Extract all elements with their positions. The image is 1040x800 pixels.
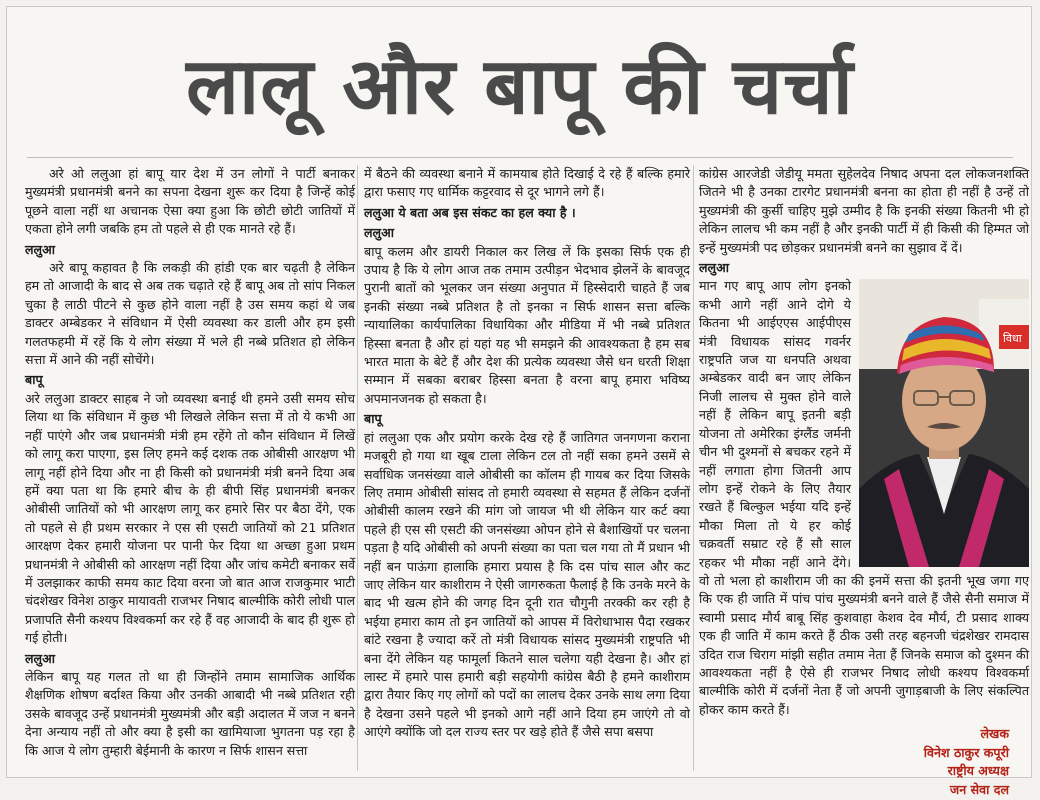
author-portrait-image	[859, 279, 1029, 567]
question-heading: ललुआ ये बता अब इस संकट का हल क्या है ।	[364, 204, 576, 220]
speaker-heading: बापू	[25, 372, 43, 388]
newspaper-page	[6, 6, 1032, 797]
author-organization: जन सेवा दल	[949, 781, 1009, 797]
paragraph: में बैठने की व्यवस्था बनाने में कामयाब होते दिखाई दे रहे हैं बल्कि हमारे द्वारा फसाए गए धार्मिक कट्टरवाद से दूर भागने लगे हैं।	[364, 166, 690, 200]
background-sign-text: विधा	[1003, 332, 1022, 346]
credit-label: लेखक	[980, 726, 1009, 742]
column-divider	[357, 165, 358, 771]
author-photo	[859, 279, 1029, 567]
author-name: विनेश ठाकुर कपूरी	[923, 744, 1009, 760]
author-credit	[699, 725, 1029, 799]
speaker-heading: ललुआ	[25, 241, 55, 257]
speaker-heading: ललुआ	[699, 260, 729, 276]
speaker-heading: ललुआ	[25, 650, 55, 666]
author-title: राष्ट्रीय अध्यक्ष	[947, 763, 1009, 779]
article-column-2	[364, 165, 690, 771]
headline: लालू और बापू की चर्चा	[186, 42, 854, 132]
headline-rule	[27, 157, 1013, 158]
article-column-1	[25, 165, 355, 771]
paragraph: लेकिन बापू यह गलत तो था ही जिन्होंने तमाम सामाजिक आर्थिक शैक्षणिक शोषण बर्दाश्त किया और उनकी आबादी भी नब्बे प्रतिशत रही उसके बावजूद उन्हें प्रधानमंत्री मुख्यमंत्री और बड़ी अदालत में जज न बनने देना अन्याय नहीं तो और क्या है इसी का खामियाजा भुगतना पड़ रहा है कि आज ये लोग तुम्हारी बेईमानी के कारण न सिर्फ शासन सत्ता	[25, 668, 355, 758]
speaker-heading: ललुआ	[364, 225, 394, 241]
speaker-heading: बापू	[364, 411, 382, 427]
paragraph: हां ललुआ एक और प्रयोग करके देख रहे हैं जातिगत जनगणना कराना मजबूरी हो गया था खूब टाला लेकिन टल तो नहीं सका हमने उसमें से सर्वाधिक जनसंख्या वाले ओबीसी का कॉलम ही गायब कर दिया जिसके लिए तमाम ओबीसी सांसद तो हमारी व्यवस्था से सहमत हैं लेकिन दर्जनों ओबीसी कालम रखने की मांग जो जायज भी थी लेकिन यार कर्ट क्या पहले ही एस सी एसटी की जनसंख्या ओपन होने से बैशाखियों पर चलना पड़ता है यदि ओबीसी को अपनी संख्या का पता चल गया तो मैं प्रधान भी नहीं बन पाऊंगा हालाकि हमारा प्रयास है कि दस पांच साल और कट जाए लेकिन यार काशीराम ने ऐसी जागरुकता फैलाई है कि उनके मरने के बाद भी खत्म होने की जगह दिन दूनी रात चौगुनी तरक्की कर रही है भईया हमारा काम तो इन जातियों को आपस में विरोधाभास पैदा रखकर बांटे रखना है ज्यादा करें तो मंत्री विधायक सांसद मुख्यमंत्री राष्ट्रपति भी बना देंगे लेकिन यह फामूर्ला कितने साल चलेगा यही देखना है। और हां लास्ट में हमारे पास हमारी बड़ी सहयोगी कांग्रेस बैठी है हमने काशीराम द्वारा तैयार किए गए लोगों को पदों का लालच देकर उनके साथ लगा दिया है देखना उसने पहले भी इनको आगे नहीं आने दिया हम जाएंगे तो वो आएंगे क्योंकि जो दल राज्य स्तर पर खड़े होते हैं जैसे सपा बसपा	[364, 429, 690, 740]
column-divider	[693, 165, 694, 771]
article-column-3	[699, 165, 1029, 797]
paragraph: बापू कलम और डायरी निकाल कर लिख लें कि इसका सिर्फ एक ही उपाय है कि ये लोग आज तक तमाम उत्पीड़न भेदभाव झेलनें के बावजूद पुरानी बातों को भूलकर जन संख्या अनुपात में हिस्सेदारी चाहते हैं जब इनकी संख्या नब्बे प्रतिशत है तो इनका न सिर्फ शासन सत्ता बल्कि न्यायालिका कार्यपालिका विधायिका और मीडिया में भी नब्बे प्रतिशत हिस्सा बनता है और हां यहां यह भी समझने की आवश्यकता है हम सब भारत माता के बेटे हैं और देश की प्रत्येक व्यवस्था जैसे धन धरती शिक्षा सम्मान में सबका बराबर हिस्सा बनता है वरना बापू हमारा भविष्य अपमानजनक हो सकता है।	[364, 243, 690, 406]
paragraph: अरे बापू कहावत है कि लकड़ी की हांडी एक बार चढ़ती है लेकिन हम तो आजादी के बाद से अब तक चढ़ाते रहे हैं बापू अब तो सांप निकल चुका है लाठी पीटने से कुछ होने वाला नहीं है उस समय कहां थे जब डाक्टर अम्बेडकर ने संविधान में ऐसी व्यवस्था कर डाली और हम इसी गलतफहमी में रहें कि ये लोग संख्या में भले ही नब्बे प्रतिशत हो लेकिन सत्ता में आने की नहीं सोचेंगे।	[25, 260, 355, 368]
paragraph: अरे ललुआ डाक्टर साहब ने जो व्यवस्था बनाई थी हमने उसी समय सोच लिया था कि संविधान में कुछ भी लिखले लेकिन सत्ता में तो ये कभी आ नहीं पाएंगे और जब प्रधानमंत्री मंत्री हम रहेंगे तो कौन संविधान में लिखें को लागू करा पाएगा, इस लिए हमने कई दशक तक ओबीसी आरक्षण भी लागू नहीं होने दिया और ना ही किसी को प्रधानमंत्री मंत्री बनने दिया अब हमें क्या पता था कि हमारे बीच के ही बीपी सिंह प्रधानमंत्री बनकर ओबीसी जातियों को भी आरक्षण लागू कर हमारे सिर पर बैठा देंगे, एक तो पहले से ही प्रथम सरकार ने एस सी एसटी जातियों को 21 प्रतिशत आरक्षण देकर हमारी योजना पर पानी फेर दिया था अच्छा हुआ प्रथम प्रधानमंत्री ने ओबीसी को आरक्षण नहीं दिया और जांच कमेटी बनाकर सर्वे में उलझाकर काफी समय काट दिया वरना जो बात आज राजकुमार भाटी चंदशेखर विनेश ठाकुर मायावती राजभर निषाद बाल्मीकि कोरी लोधी पाल प्रजापति सैनी कश्यप विश्वकर्मा कर रहे हैं वह आजादी के बाद ही शुरू हो गई होती।	[25, 390, 355, 646]
paragraph: मान गए बापू आप लोग इनको कभी आगे नहीं आने दोगे ये कितना भी आईएएस आईपीएस मंत्री विधायक सांसद गवर्नर राष्ट्रपति जज या धनपति अथवा अम्बेडकर वादी बन जाए लेकिन निजी लालच से मुक्त होने वाले नहीं हैं लेकिन बापू इतनी बड़ी योजना तो अमेरिका इंग्लैंड जर्मनी चीन भी दुश्मनों से बचकर रहने में नहीं लगाता होगा जितनी आप लोग इन्हें रोकने के लिए तैयार रखते हैं बिल्कुल भईया यदि इन्हें मौका मिला तो ये हर कोई चक्रवर्ती सम्राट रहे हैं सौ साल रहकर भी मौका नहीं आने देंगे। वो तो भला हो काशीराम जी का की इनमें सत्ता की इतनी भूख जगा गए कि एक ही जाति में पांच पांच मुख्यमंत्री बनने वाले हैं जैसे सैनी समाज में स्वामी प्रसाद मौर्य बाबू सिंह कुशवाहा केशव देव मौर्य, टी प्रसाद शाक्य एक ही जाति में काम करते हैं ठीक उसी तरह बहनजी चंद्रशेखर रामदास उदित राज चिराग मांझी सहीत तमाम नेता हैं जिनके समाज को दुश्मन की आवश्यकता नहीं है ऐसे ही राजभर निषाद लोधी कश्यप विश्वकर्मा बाल्मीकि कोरी में दर्जनों नेता हैं जो अपनी जुगाड़बाजी के लिए संकल्पित होकर काम करते हैं।	[699, 278, 1029, 717]
paragraph: अरे ओ ललुआ हां बापू यार देश में उन लोगों ने पार्टी बनाकर मुख्यमंत्री प्रधानमंत्री बनने का सपना देखना शुरू कर दिया है जिन्हें कोई पूछने वाला नहीं था अचानक ऐसा क्या हुआ कि छोटी छोटी जातियों में एकता होने लगी जबकि हम तो पहले से ही एक मानते रहे हैं।	[25, 166, 355, 237]
paragraph: कांग्रेस आरजेडी जेडीयू ममता सुहेलदेव निषाद अपना दल लोकजनशक्ति जितने भी है उनका टारगेट प्रधानमंत्री बनना का होता ही नहीं है उन्हें तो मुख्यमंत्री की कुर्सी चाहिए मुझे उम्मीद है कि इनकी संख्या कितनी भी हो लेकिन लालच भी कम नहीं है और इनकी पार्टी में ही किसी की हिम्मत जो इन्हें मुख्यमंत्री पद छोड़कर प्रधानमंत्री बनने का सुझाव दें दें।	[699, 166, 1029, 255]
